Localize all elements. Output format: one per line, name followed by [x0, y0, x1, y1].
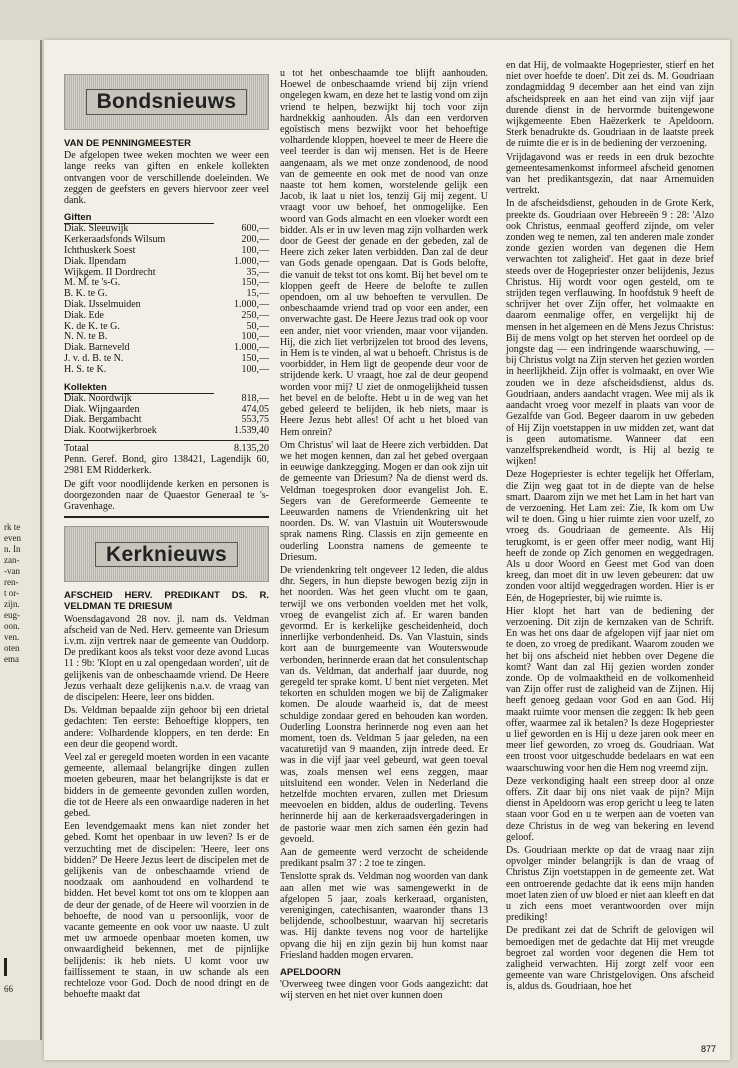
- gift-name: Diak. IJsselmuiden: [64, 299, 141, 310]
- prev-page-fragment: even: [4, 533, 21, 543]
- column-3: [506, 60, 714, 995]
- kollekte-amount: 818,—: [241, 392, 269, 404]
- kerknieuws-paragraph: Veel zal er geregeld moeten worden in een vacante gemeente, allemaal belangrijke dingen zullen moeten gebeuren, maar het belangrijkste is dat er bidders in de gemeente gevonden zullen worden, die tot de Heere als een onwaardige naderen in het gebed.: [64, 752, 269, 820]
- column-3-paragraph: Deze Hogepriester is echter tegelijk het Offerlam, die Zijn weg gaat tot in de diepte van de helse smart. Daarom zijn we met het Lam in het hart van de verzoening. Het Lam zei: Zie, Ik kom om Uw wil te doen. Ging u hier ruimte zien voor uzelf, zo vroeg ds. Goudriaan de gemeente. Als Hij terugkomt, is er geen offer meer nodig, want Hij heeft de zonde op Zich genomen en weggedragen. Als u door Woord en Geest met God van doen kreeg, dan moet dit in uw leven gebeuren: dat uw zonden voor altijd weggedragen worden. Hier is er Eén, de Hogepriester, bij wie ruimte is.: [506, 469, 714, 604]
- prev-page-fragment: zan-: [4, 555, 20, 565]
- kerknieuws-banner: [64, 526, 269, 582]
- prev-page-fragment: -van: [4, 566, 20, 576]
- gift-amount: 35,—: [246, 266, 269, 278]
- prev-page-fragment: oten: [4, 643, 20, 653]
- column-2-paragraph: Tenslotte sprak ds. Veldman nog woorden van dank aan allen met wie was samengewerkt in de afgelopen 5 jaar, zoals kerkeraad, organisten, verenigingen, catechisanten, waaronder thans 13 belijdende, schoolbestuur, waarvan hij secretaris was. Hij dankte tevens nog voor de hartelijke opvang die hij en zijn gezin bij hun komst naar Friesland hadden mogen ervaren.: [280, 871, 488, 961]
- kerknieuws-paragraph: Woensdagavond 28 nov. jl. nam ds. Veldman afscheid van de Ned. Herv. gemeente van Driesum i.v.m. zijn vertrek naar de gemeente van Ouddorp. De predikant koos als tekst voor deze avond Lucas 11 : 9b: 'Klopt en u zal opengedaan worden', uit de gelijkenis van de onbeschaamde vriend. De Heere Jezus verhaalt deze gelijkenis n.a.v. de vraag van de discipelen: Heere, leer ons bidden.: [64, 613, 269, 704]
- gift-row: [64, 365, 269, 376]
- total-amount: 8.135,20: [234, 442, 269, 454]
- kollekte-row: [64, 426, 269, 437]
- kerknieuws-title: Kerknieuws: [95, 542, 238, 567]
- gift-name: N. N. te B.: [64, 331, 108, 343]
- section-divider: [64, 516, 269, 518]
- column-3-paragraph: In de afscheidsdienst, gehouden in de Grote Kerk, preekte ds. Goudriaan over Hebreeën 9 : 28: 'Alzo ook Christus, eenmaal geofferd zijnde, om veler zonden weg te nemen, zal ten anderen male zonder zonde gezien worden van degenen die Hem verwachten tot zaligheid'. Het gaat in deze brief steeds over de Hogepriester onzer belijdenis, Jezus Christus. Hij wordt voor ogen gesteld, om te strijden tegen verflauwing. In hoofdstuk 9 heeft de schrijver het over Zijn offer, het volmaakte en daarom eenmalige offer, en vergelijkt hij de mensen in het algemeen en dè Mens Jezus Christus: Bij de mens volgt op het sterven het oordeel op de jongste dag — een indringende waarschuwing, — bij Christus volgt na Zijn sterven het gezien worden in heerlijkheid. Zijn offer is volmaakt, en over Wie zouden we in deze afscheidsdienst, aldus ds. Goudriaan, anders aandacht vragen. Wee mij als ik aandacht vroeg voor mezelf in plaats van voor de Gezalfde van God. Begeer daarom in uw gebeden of Hij Zijn voetstappen in uw midden zet, want dat is geen automatisme. Wanneer dat een vanzelfsprekendheid wordt, is Hij al bezig te wijken!: [506, 198, 714, 468]
- kollekte-amount: 553,75: [241, 414, 269, 426]
- gift-name: Diak. Ede: [64, 309, 104, 321]
- prev-page-mark: [4, 958, 7, 976]
- kollekte-name: Diak. Noordwijk: [64, 392, 132, 404]
- prev-page-fragment: ven.: [4, 632, 20, 642]
- gift-amount: 100,—: [241, 363, 269, 375]
- prev-page-fragment: zijn.: [4, 599, 20, 609]
- column-3-body: [506, 60, 714, 993]
- gift-name: H. S. te K.: [64, 363, 107, 375]
- apeldoorn-intro: 'Overweeg twee dingen voor Gods aangezicht: dat wij sterven en het niet over kunnen doen: [280, 979, 488, 1002]
- gift-amount: 1.000,—: [234, 342, 269, 354]
- gift-amount: 1.000,—: [234, 255, 269, 267]
- kerknieuws-paragraph: Ds. Veldman bepaalde zijn gehoor bij een drietal gedachten: Ten eerste: Behoeftige kloppers, ten andere: Volhardende kloppers, en ten derde: En een deur die geopend wordt.: [64, 705, 269, 750]
- penningmeester-intro: De afgelopen twee weken mochten we weer een lange reeks van giften en enkele kollekten ontvangen voor de verschillende doeleinden. We zeggen de geefsters en gevers hiervoor zeer veel dank.: [64, 150, 269, 207]
- magazine-page: [44, 40, 730, 1060]
- gift-amount: 250,—: [241, 309, 269, 321]
- kollekte-name: Diak. Wijngaarden: [64, 403, 140, 415]
- prev-page-fragment: rk te: [4, 522, 21, 532]
- prev-page-number: 66: [4, 984, 13, 994]
- prev-page-fragment: ren-: [4, 577, 19, 587]
- column-3-paragraph: De predikant zei dat de Schrift de gelovigen wil bemoedigen met de gedachte dat Hij met vreugde begroet zal worden voor degenen die Hem tot zaligheid verwachten. Hij zorgt zelf voor een gemeente van ware Christgelovigen. Ons afscheid is, aldus ds. Goudriaan, hoe het: [506, 925, 714, 993]
- column-3-paragraph: Ds. Goudriaan merkte op dat de vraag naar zijn opvolger minder belangrijk is dan de vraag of Christus Zijn voetstappen in de gemeente zet. Wat een ontroerende gedachte dat ik eens mijn handen moet laten zien of uw bloed er niet aan kleeft en dat u zich eens moet verantwoorden over mijn prediking!: [506, 845, 714, 924]
- kollekte-amount: 1.539,40: [234, 425, 269, 437]
- gift-amount: 100,—: [241, 245, 269, 257]
- prev-page-fragment: oon.: [4, 621, 20, 631]
- gift-row: [64, 311, 269, 322]
- gift-amount: 100,—: [241, 331, 269, 343]
- veldman-heading: AFSCHEID HERV. PREDIKANT DS. R. VELDMAN TE DRIESUM: [64, 590, 269, 613]
- gift-name: Ichthuskerk Soest: [64, 245, 136, 257]
- prev-page-fragment: n. In: [4, 544, 21, 554]
- kollekten-label: Kollekten: [64, 382, 214, 394]
- gift-amount: 150,—: [241, 277, 269, 289]
- kerknieuws-paragraph: Een levendgemaakt mens kan niet zonder het gebed. Komt het openbaar in uw leven? Is er de verzuchting met de discipelen: 'Heere, leer ons bidden?' De Heere Jezus leert de discipelen met de gelijkenis van de onbeschaamde vriend de noodzaak om aanhoudend en volhardend te bidden. Het bevel komt tot ons om te kloppen aan de deur der genade, of de Heere wil voorzien in de behoefte, de nood van u persoonlijk, voor de vacante gemeente en ook voor uw naaste. U zult met uw armoede openbaar moeten komen, uw onwaardigheid bekennen, met de pijnlijke belijdenis: ik heb niets. U komt voor uw faillissement te staan, in uw schande als een rechteloze voor God. Doch de nood dringt en de behoefte maakt dat: [64, 821, 269, 1001]
- column-2-paragraph: De vriendenkring telt ongeveer 12 leden, die aldus dhr. Segers, in hun diepste bewogen bezig zijn in het noorden. Was het geen vlucht om te gaan, terwijl we ons verbonden voelden met het volk, vroeg de evangelist zich af. Er waren banden gevormd. Er is kerkelijke gescheidenheid, doch innerlijke verbondenheid. Ds. Van Vlastuin, sinds kort aan de buurgemeente van Wouterswoude verbonden, herinnerde eraan dat het consulentschap van ds. Veldman, dat anderhalf jaar duurde, nog geregeld ter sprake komt. U bent niet vergeten. Met tekorten en schulden mogen we bij de Zaligmaker komen. De aloude waarheid is, dat de meest schuldige zondaar gered en behouden kan worden. Ouderling Loonstra herinnerde nog even aan het moment, toen ds. Veldman 5 jaar geleden, na een vacaturetijd van 9 maanden, zijn intrede deed. Er was in die vijf jaar veel gebeurd, wat geen toeval was, zoals mensen wel eens zeggen, maar uitsluitend een wonder. Velen in Nederland die hetzelfde mochten ervaren, zullen met Driesum meevoelen en bidden, aldus de ouderling. Tevens herinnerde hij aan de kerkeraadsvergaderingen in de pastorie waar men zich samen één gezin had gevoeld.: [280, 564, 488, 845]
- bondsnieuws-banner: [64, 74, 269, 130]
- kollekten-table: [64, 394, 269, 437]
- prev-page-fragment: eug-: [4, 610, 20, 620]
- total-label: Totaal: [64, 442, 89, 454]
- column-3-paragraph: Deze verkondiging haalt een streep door al onze offers. Zit daar bij ons niet vaak de pijn? Mijn dienst in Apeldoorn was erop gericht u leeg te laten staan voor God en u te werpen aan de voeten van deze Christus in de weg van bekering en levend geloof.: [506, 775, 714, 843]
- bank-details: Penn. Geref. Bond, giro 138421, Lagendijk 60, 2981 EM Ridderkerk.: [64, 454, 269, 477]
- prev-page-fragment: ema: [4, 654, 19, 664]
- gift-name: Kerkeraadsfonds Wilsum: [64, 234, 166, 246]
- gift-note: De gift voor noodlijdende kerken en personen is doorgezonden naar de Quaestor Generaal te 's-Gravenhage.: [64, 478, 269, 512]
- gift-row: [64, 257, 269, 268]
- column-2-paragraph: u tot het onbeschaamde toe blijft aanhouden. Hoewel de onbeschaamde vriend bij zijn vriend ongelegen kwam, en deze het te lastig vond om zijn vriend te helpen, bezwijkt hij toch voor zijn hardnekkig aanhouden. Als dan een verdorven egoïstisch mens bezwijkt voor het behoeftige volhardende kloppen, hoeveel te meer de Heere die veel teerder is dan wij mensen. Het is de Heere aangenaam, als we met onze zondenood, de nood van de gemeente en ook met de nood van onze naaste tot hem komen, worstelende gelijk een Jacob, ik laat u niet los, tenzij Gij mij zegent. U vraagt voor uw behoef, het onmogelijke. Een woord van Gods almacht en een vloeker wordt een bidder. Als er in uw leven mag zijn volharden werk door de Geest der genade en der gebeden, zal de Heere zich zeker laten verbidden. Dan zal de deur van Gods genade opengaan. Dat is Gods belofte, die vanuit de tekst tot ons komt. Bij het bevel om te kloppen geeft de Heere de belofte te zullen opendoen, om al uw behoeften te vervullen. De onbeschaamde vriend trad op voor een ander, een onverwachte gast. De Heere Jezus trad ook op voor een ander, niet voor vrienden, maar voor vijanden. Hij, die zich liet verbrijzelen tot brood des levens, in Hem is te vinden, al wat u behoeft. Christus is de voorbidder, in Hem ligt de geopende deur voor de strijdende kerk. U vraagt, hoe zal de deur geopend worden voor mij? U ziet de onmogelijkheid tussen het bevel en de belofte. Hebt u in de weg van het gebed geleerd te belijden, ik heb niets, maar is Heere Jezus hebt alles! Of acht u het bloed van Hem onrein?: [280, 68, 488, 438]
- column-2-paragraph: Om Christus' wil laat de Heere zich verbidden. Dat we het mogen kennen, dan zal het gebed overgaan in eeuwige dankzegging. Mogen er dan ook zijn uit de gemeente van Driesum? Na de dienst werd ds. Veldman toegesproken door evangelist Joh. E. Segers van de Gereformeerde Gemeente te Leeuwarden namens de Vriendenkring uit het noorden. Ds. W. van Vlastuin uit Wouterswoude sprak namens Ring. Classis en zijn gemeente en ouderling Loonstra namens de gemeente te Driesum.: [280, 439, 488, 563]
- prev-page-fragment: t or-: [4, 588, 20, 598]
- kollekte-amount: 474,05: [241, 403, 269, 415]
- column-2-paragraph: Aan de gemeente werd verzocht de scheidende predikant psalm 37 : 2 toe te zingen.: [280, 847, 488, 870]
- column-2: [280, 68, 488, 1004]
- gift-amount: 600,—: [241, 223, 269, 235]
- kollekte-name: Diak. Kootwijkerbroek: [64, 425, 157, 437]
- column-3-paragraph: Vrijdagavond was er reeds in een druk bezochte gemeentesamenkomst informeel afscheid genomen van het predikantsgezin, dat naar Arnemuiden vertrekt.: [506, 151, 714, 197]
- kerknieuws-body: [64, 614, 269, 1001]
- giften-label: Giften: [64, 212, 214, 224]
- penningmeester-heading: VAN DE PENNINGMEESTER: [64, 138, 192, 149]
- gift-name: K. de K. te G.: [64, 320, 120, 332]
- gift-name: Diak. Sleeuwijk: [64, 223, 129, 235]
- column-3-paragraph: en dat Hij, de volmaakte Hogepriester, stierf en het niet over hoefde te doen'. Dit zei ds. M. Goudriaan zondagmiddag 9 december aan het eind van zijn afscheidspreek en aan het eind van zijn vijf jaar durende dienst in de hervormde buitengewone wijkgemeente Eben Haëzerkerk te Apeldoorn. Sterk benadrukte ds. Goudriaan in de laatste preek de ruimte die er is in de bediening der verzoening.: [506, 60, 714, 150]
- column-3-paragraph: Hier klopt het hart van de bediening der verzoening. Dit zijn de kernzaken van de Schrift. En was het ons daar de afgelopen vijf jaar niet om te doen, zo vroeg de predikant. Waarom zouden we het bij ons afscheid niet hebben over Degene die komt? Want dan zal Hij gezien worden zonder zonde. Op de volmaaktheid en de volkomenheid van Zijn offer rust de zaligheid van de Zijnen. Hij heeft genoeg gedaan voor God en aan God. Hij maakt ruimte voor mensen die zeggen: Ik heb geen offer, waarmee zal ik betalen? Is deze Hogepriester u lief geworden en is Hij u deze jaren ook meer en meer lief geworden, zo vroeg ds. Goudriaan. Wat een troost voor uitgeschudde bedelaars en wat een waarschuwing voor hen die Hem nog vreemd zijn.: [506, 605, 714, 774]
- gift-name: M. M. te 's-G.: [64, 277, 121, 289]
- gift-amount: 1.000,—: [234, 299, 269, 310]
- page-number: 877: [700, 1044, 716, 1054]
- previous-page-edge: [0, 40, 42, 1040]
- gift-amount: 150,—: [241, 352, 269, 364]
- gift-name: J. v. d. B. te N.: [64, 352, 124, 364]
- gift-name: B. K. te G.: [64, 288, 108, 300]
- column-1: [64, 68, 269, 1003]
- gift-name: Wijkgem. II Dordrecht: [64, 266, 156, 278]
- giften-table: [64, 224, 269, 375]
- gift-name: Diak. Ilpendam: [64, 255, 127, 267]
- kollekte-row: [64, 394, 269, 405]
- gift-name: Diak. Barneveld: [64, 342, 130, 354]
- gift-amount: 200,—: [241, 234, 269, 246]
- gift-amount: 15,—: [246, 288, 269, 300]
- apeldoorn-heading: APELDOORN: [280, 967, 341, 979]
- kollekte-name: Diak. Bergambacht: [64, 414, 142, 426]
- total-line: [64, 440, 269, 454]
- bondsnieuws-title: Bondsnieuws: [86, 89, 248, 114]
- gift-amount: 50,—: [246, 320, 269, 332]
- column-2-body: [280, 68, 488, 961]
